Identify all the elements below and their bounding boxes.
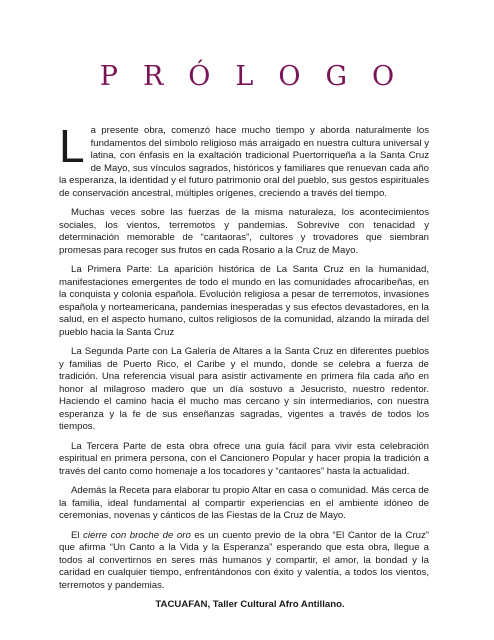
paragraph-6: Además la Receta para elaborar tu propio Altar en casa o comunidad. Más cerca de la familia, ideal fundamental al compartir experiencias en el ambiente idóneo de ceremonias, novenas y cánticos de las Fiestas de la Cruz de Mayo.: [59, 485, 429, 521]
paragraph-2: Muchas veces sobre las fuerzas de la misma naturaleza, los acontecimientos sociales, los vientos, terremotos y pandemias. Sobrevive con tenacidad y determinación memorable de “cantaoras”, cultores y trovadores que siembran promesas para recoger sus frutos en cada Rosario a la Cruz de Mayo.: [59, 207, 429, 256]
paragraph-4: La Segunda Parte con La Galería de Altares a la Santa Cruz en diferentes pueblos y familias de Puerto Rico, el Caribe y el mundo, donde se celebra a fuerza de tradición. Una referencia visual para asistir activamente en primera fila cada año en honor al milagroso madero que un día sostuvo a Jesucristo, nuestro redentor. Haciendo el camino hacia él mucho mas cercano y sin intermediarios, con nuestra esperanza y la fe de sus enseñanzas sagradas, vigentes a través de todos los tiempos.: [59, 346, 429, 432]
paragraph-3: La Primera Parte: La aparición histórica de La Santa Cruz en la humanidad, manifestaciones emergentes de todo el mundo en las comunidades afrocaribeñas, en la conquista y colonia española. Evolución religiosa a pesar de terremotos, invasiones española y norteamericana, pandemias inesperadas y sus efectos devastadores, en la salud, en el aspecto humano, cultos religiosos de la comunidad, alzando la mirada del pueblo hacia la Santa Cruz: [59, 264, 429, 338]
drop-cap: L: [59, 120, 85, 172]
paragraph-7-rest: es un cuento previo de la obra “El Cantor de la Cruz” que afirma “Un Canto a la Vida y la Esperanza” esperando que esta obra, llegue a todos al convertirnos en seres más humanos y compartir, el amor, la bondad y la caridad en cualquier tiempo, enfrentándonos con éxito y valentía, a todos los vientos, terremotos y pandemias.: [59, 529, 429, 591]
paragraph-5: La Tercera Parte de esta obra ofrece una guía fácil para vivir esta celebración espiritual en primera persona, con el Cancionero Popular y hacer propia la tradición a través del canto como homenaje a los tocadores y “cantaores” hasta la actualidad.: [59, 440, 429, 477]
paragraph-7-lead: El: [71, 529, 84, 541]
paragraph-1: [59, 120, 429, 200]
signature: TACUAFAN, Taller Cultural Afro Antillano.: [155, 599, 345, 610]
paragraph-7: [59, 530, 429, 593]
paragraph-1-text: a presente obra, comenzó hace mucho tiempo y aborda naturalmente los fundamentos del símbolo religioso más arraigado en nuestra cultura universal y latina, con énfasis en la exaltación tradicional Puertorriqueña a la Santa Cruz de Mayo, sus vínculos sagrados, históricos y familiares que renuevan cada año la esperanza, la identidad y el futuro patrimonio oral del pueblo, sus gestos espirituales de conservación ancestral, múltiples orígenes, creciendo a través del tiempo.: [59, 125, 429, 199]
page-title: PRÓLOGO: [99, 61, 420, 92]
paragraph-7-italic: cierre con broche de oro: [83, 529, 191, 541]
prologue-body: [59, 120, 429, 619]
